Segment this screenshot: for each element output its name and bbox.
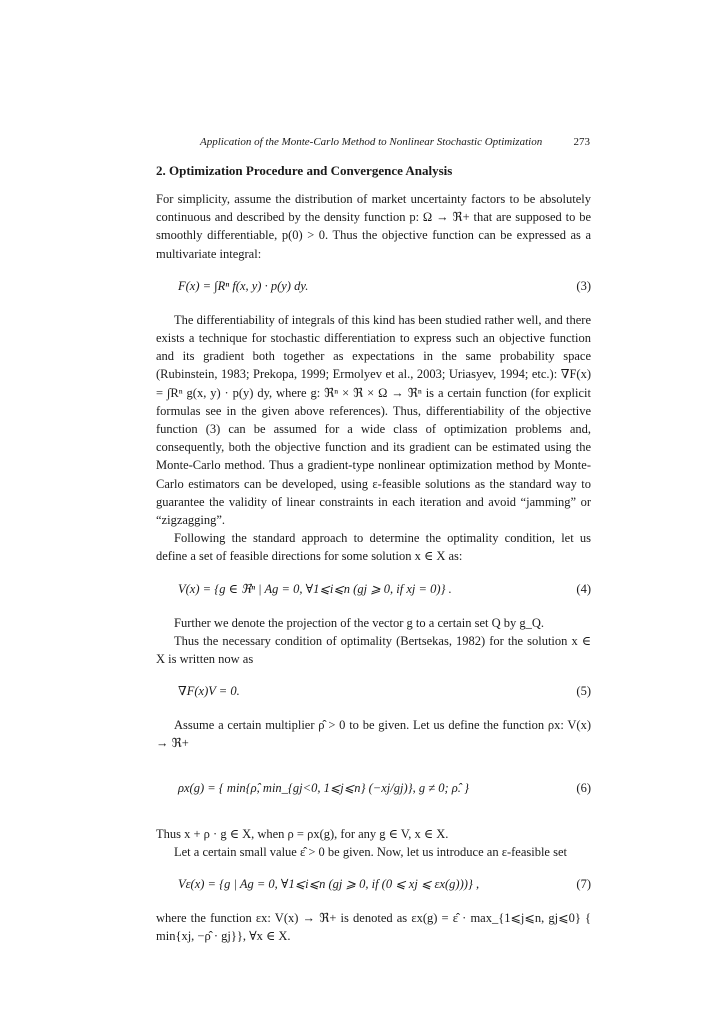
equation-4	[156, 572, 591, 608]
paragraph-9: where the function εx: V(x) → ℜ+ is denoted as εx(g) = ε̂ · max_{1⩽j⩽n, gj⩽0} { min{xj, −ρ̂ · gj}}, ∀x ∈ X.	[156, 911, 591, 944]
equation-4-number: (4)	[576, 581, 591, 596]
equation-3-number: (3)	[576, 278, 591, 293]
paragraph-4: Further we denote the projection of the vector g to a certain set Q by g_Q.	[174, 615, 545, 630]
section-title: 2. Optimization Procedure and Convergence Analysis	[156, 163, 453, 178]
paragraph-6: Assume a certain multiplier ρ̂ > 0 to be given. Let us define the function ρx: V(x) → ℜ+	[156, 718, 591, 751]
equation-6-number: (6)	[576, 780, 591, 795]
equation-7	[156, 867, 591, 903]
equation-5-body: ∇F(x)V = 0.	[178, 684, 240, 699]
equation-7-number: (7)	[576, 877, 591, 892]
body-text	[156, 190, 591, 945]
page-number: 273	[573, 136, 590, 148]
equation-4-body: V(x) = {g ∈ ℜⁿ | Ag = 0, ∀1⩽i⩽n (gj ⩾ 0, if xj = 0)} .	[178, 581, 452, 596]
equation-7-body: Vε(x) = {g | Ag = 0, ∀1⩽i⩽n (gj ⩾ 0, if (0 ⩽ xj ⩽ εx(g)))} ,	[178, 877, 480, 892]
running-title: Application of the Monte-Carlo Method to Nonlinear Stochastic Optimization	[200, 136, 543, 148]
paragraph-7: Thus x + ρ · g ∈ X, when ρ = ρx(g), for any g ∈ V, x ∈ X.	[156, 826, 449, 841]
running-header	[200, 136, 590, 148]
paragraph-1: For simplicity, assume the distribution of market uncertainty factors to be absolutely continuous and described by the density function p: Ω → ℜ+ that are supposed to be smoothly differentiable, p(0) > 0. Thus the objective function can be expressed as a multivariate integral:	[156, 192, 591, 261]
paragraph-5: Thus the necessary condition of optimality (Bertsekas, 1982) for the solution x ∈ X is written now as	[156, 633, 591, 667]
equation-6	[156, 759, 591, 819]
paragraph-2: The differentiability of integrals of this kind has been studied rather well, and there exists a technique for stochastic differentiation to express such an objective function and its gradient both together as expectations in the same probability space (Rubinstein, 1983; Prekopa, 1999; Ermolyev et al., 2003; Uriasyev, 1994; etc.): ∇F(x) = ∫Rⁿ g(x, y) · p(y) dy, where g: ℜⁿ × ℜ × Ω → ℜⁿ is a certain function (for explicit formulas see in the given above references). Thus, differentiability of the objective function (3) can be assumed for a wide class of optimization problems and, consequently, both the objective function and its gradient can be estimated using the Monte-Carlo method. Thus a gradient-type nonlinear optimization method by Monte-Carlo estimators can be developed, using ε-feasible solutions as the standard way to guarantee the validity of linear constraints in each iteration and avoid “jamming” or “zigzagging”.	[156, 312, 591, 528]
paragraph-3: Following the standard approach to determine the optimality condition, let us define a set of feasible directions for some solution x ∈ X as:	[156, 531, 591, 564]
equation-3-body: F(x) = ∫Rⁿ f(x, y) · p(y) dy.	[178, 278, 309, 293]
paragraph-8: Let a certain small value ε̂ > 0 be given. Now, let us introduce an ε-feasible set	[174, 844, 567, 859]
equation-6-body: ρx(g) = { min{ρ̂, min_{gj<0, 1⩽j⩽n} (−xj/gj)}, g ≠ 0; ρ̂. }	[178, 780, 470, 795]
equation-3	[156, 269, 591, 305]
equation-5	[156, 674, 591, 710]
equation-5-number: (5)	[576, 684, 591, 699]
